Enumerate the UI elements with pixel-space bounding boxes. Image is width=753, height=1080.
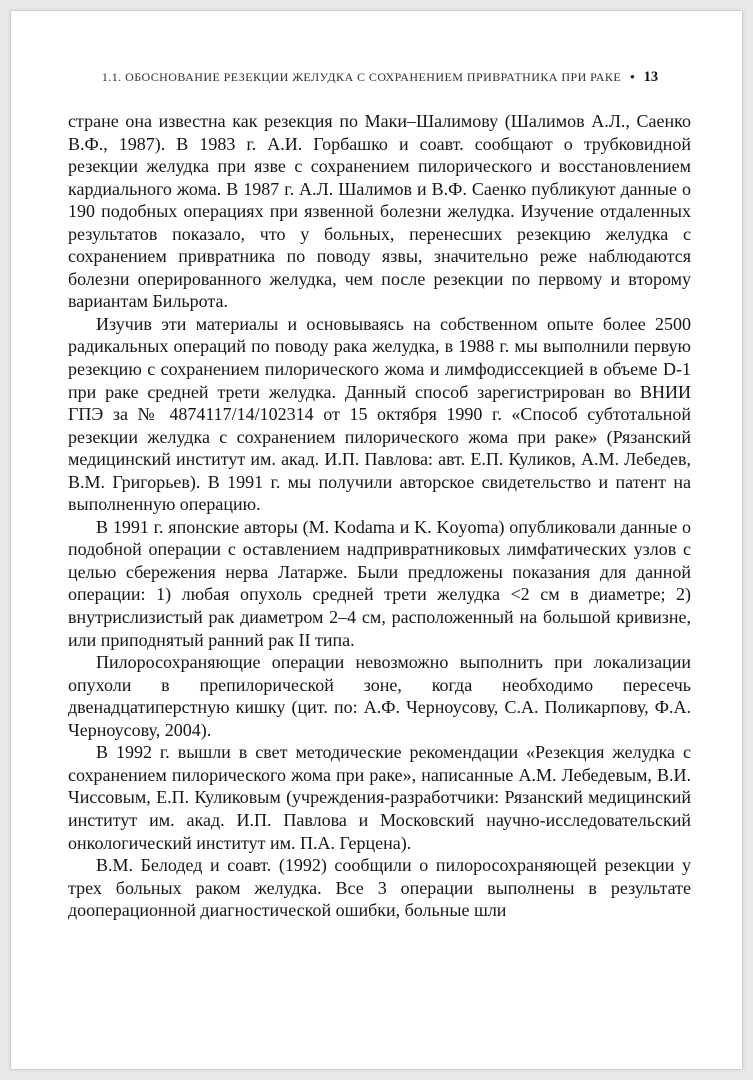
paragraph: Изучив эти материалы и основываясь на собственном опыте более 2500 радикальных операций по поводу рака желудка, в 1988 г. мы выполнили первую резекцию с сохранением пилорического жома и лимфодиссекцией в объеме D-1 при раке средней трети желудка. Данный способ зарегистрирован во ВНИИ ГПЭ за № 4874117/14/102314 от 15 октября 1990 г. «Способ субтотальной резекции желудка с сохранением пилорического жома при раке» (Рязанский медицинский институт им. акад. И.П. Павлова: авт. Е.П. Куликов, А.М. Лебедев, В.М. Григорьев). В 1991 г. мы получили авторское свидетельство и патент на выполненную операцию. [68, 313, 691, 515]
paragraph: стране она известна как резекция по Маки–Шалимову (Шалимов А.Л., Саенко В.Ф., 1987). В 1983 г. А.И. Горбашко и соавт. сообщают о трубковидной резекции желудка при язве с сохранением пилорического и восстановлением кардиального жома. В 1987 г. А.Л. Шалимов и В.Ф. Саенко публикуют данные о 190 подобных операциях при язвенной болезни желудка. Изучение отдаленных результатов показало, что у больных, перенесших резекцию желудка с сохранением привратника по поводу язвы, значительно реже наблюдаются болезни оперированного желудка, чем после резекции по первому и второму вариантам Бильрота. [68, 111, 691, 312]
running-head [68, 69, 692, 86]
paragraph: В 1991 г. японские авторы (M. Kodama и K. Koyoma) опубликовали данные о подобной операции с оставлением надпривратниковых лимфатических узлов с целью сбережения нерва Латарже. Были предложены показания для данной операции: 1) любая опухоль средней трети желудка <2 см в диаметре; 2) внутрислизистый рак диаметром 2–4 см, расположенный на большой кривизне, или приподнятый ранний рак II типа. [68, 516, 691, 650]
section-title: 1.1. ОБОСНОВАНИЕ РЕЗЕКЦИИ ЖЕЛУДКА С СОХРАНЕНИЕМ ПРИВРАТНИКА ПРИ РАКЕ [101, 70, 622, 84]
page-body [68, 110, 691, 922]
page-number: 13 [643, 69, 659, 85]
book-page [10, 10, 743, 1070]
paragraph: Пилоросохраняющие операции невозможно выполнить при локализации опухоли в препилорической зоне, когда необходимо пересечь двенадцатиперстную кишку (цит. по: А.Ф. Черноусову, С.А. Поликарпову, Ф.А. Черноусову, 2004). [68, 652, 691, 740]
paragraph: В.М. Белодед и соавт. (1992) сообщили о пилоросохраняющей резекции у трех больных раком желудка. Все 3 операции выполнены в результате дооперационной диагностической ошибки, больные шли [68, 855, 691, 921]
bullet-separator: • [630, 69, 635, 84]
paragraph: В 1992 г. вышли в свет методические рекомендации «Резекция желудка с сохранением пилорического жома при раке», написанные А.М. Лебедевым, В.И. Чиссовым, Е.П. Куликовым (учреждения-разработчики: Рязанский медицинский институт им. акад. И.П. Павлова и Московский научно-исследовательский онкологический институт им. П.А. Герцена). [68, 742, 691, 853]
